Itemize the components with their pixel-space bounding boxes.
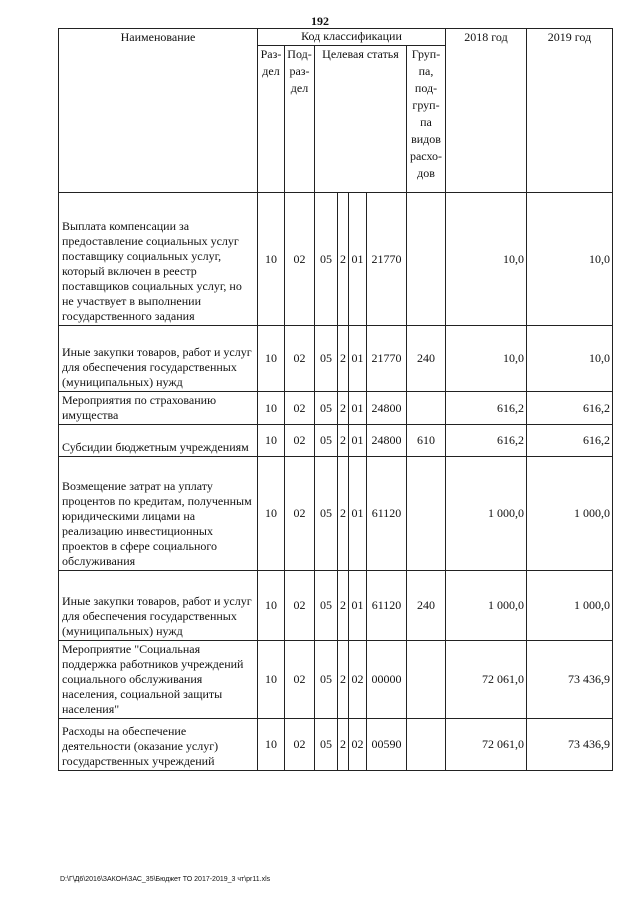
row-target-main-event: 01 <box>349 326 367 392</box>
row-target-subprogram: 2 <box>338 457 349 571</box>
row-subsection: 02 <box>285 193 315 326</box>
row-target-direction: 24800 <box>367 425 407 457</box>
row-target-program: 05 <box>315 457 338 571</box>
row-target-main-event: 01 <box>349 425 367 457</box>
row-expense-group: 240 <box>407 571 446 641</box>
row-target-main-event: 02 <box>349 719 367 771</box>
row-amount-2018: 616,2 <box>446 392 527 425</box>
row-name: Возмещение затрат на уплату процентов по кредитам, полученным юридическими лицами на реализацию инвестиционных проектов в сфере социального обслуживания <box>59 457 258 571</box>
row-expense-group: 610 <box>407 425 446 457</box>
row-expense-group <box>407 193 446 326</box>
table-row <box>59 326 613 392</box>
row-subsection: 02 <box>285 719 315 771</box>
row-expense-group <box>407 719 446 771</box>
row-target-main-event: 01 <box>349 571 367 641</box>
row-name: Мероприятия по страхованию имущества <box>59 392 258 425</box>
header-expense-group: Груп- па, под- груп- па видов расхо- дов <box>407 46 446 193</box>
table-row <box>59 457 613 571</box>
table-row <box>59 571 613 641</box>
row-amount-2019: 1 000,0 <box>527 571 613 641</box>
row-subsection: 02 <box>285 641 315 719</box>
row-expense-group <box>407 392 446 425</box>
row-name: Расходы на обеспечение деятельности (оказание услуг) государственных учреждений <box>59 719 258 771</box>
row-target-main-event: 02 <box>349 641 367 719</box>
row-target-program: 05 <box>315 719 338 771</box>
row-section: 10 <box>258 193 285 326</box>
table-row <box>59 392 613 425</box>
row-amount-2018: 1 000,0 <box>446 571 527 641</box>
row-target-direction: 00590 <box>367 719 407 771</box>
row-target-direction: 21770 <box>367 193 407 326</box>
header-2019: 2019 год <box>527 29 613 193</box>
table-header <box>59 29 613 193</box>
table-row <box>59 641 613 719</box>
row-expense-group: 240 <box>407 326 446 392</box>
row-section: 10 <box>258 571 285 641</box>
row-section: 10 <box>258 641 285 719</box>
row-target-program: 05 <box>315 571 338 641</box>
header-subsection: Под- раз- дел <box>285 46 315 193</box>
header-name: Наименование <box>59 29 258 193</box>
row-target-program: 05 <box>315 425 338 457</box>
row-expense-group <box>407 641 446 719</box>
row-target-program: 05 <box>315 641 338 719</box>
row-target-direction: 00000 <box>367 641 407 719</box>
row-subsection: 02 <box>285 457 315 571</box>
row-amount-2018: 10,0 <box>446 326 527 392</box>
row-section: 10 <box>258 457 285 571</box>
header-section: Раз- дел <box>258 46 285 193</box>
row-section: 10 <box>258 425 285 457</box>
row-amount-2019: 73 436,9 <box>527 719 613 771</box>
table-row <box>59 193 613 326</box>
row-amount-2018: 1 000,0 <box>446 457 527 571</box>
header-classification: Код классификации <box>258 29 446 46</box>
budget-table <box>58 28 613 771</box>
row-amount-2018: 72 061,0 <box>446 719 527 771</box>
row-target-main-event: 01 <box>349 457 367 571</box>
page-number: 192 <box>311 14 329 28</box>
row-target-main-event: 01 <box>349 193 367 326</box>
row-target-subprogram: 2 <box>338 326 349 392</box>
row-expense-group <box>407 457 446 571</box>
row-subsection: 02 <box>285 392 315 425</box>
row-amount-2019: 10,0 <box>527 193 613 326</box>
row-subsection: 02 <box>285 571 315 641</box>
row-target-program: 05 <box>315 326 338 392</box>
row-target-subprogram: 2 <box>338 193 349 326</box>
row-target-main-event: 01 <box>349 392 367 425</box>
row-name: Мероприятие "Социальная поддержка работников учреждений социального обслуживания населения, социальной защиты населения" <box>59 641 258 719</box>
row-amount-2018: 72 061,0 <box>446 641 527 719</box>
row-name: Выплата компенсации за предоставление социальных услуг поставщику социальных услуг, который включен в реестр поставщиков социальных услуг, но не участвует в выполнении государственного задания <box>59 193 258 326</box>
row-target-subprogram: 2 <box>338 719 349 771</box>
row-name: Иные закупки товаров, работ и услуг для обеспечения государственных (муниципальных) нужд <box>59 571 258 641</box>
row-target-direction: 61120 <box>367 457 407 571</box>
table-row <box>59 425 613 457</box>
row-target-direction: 61120 <box>367 571 407 641</box>
table-body <box>59 193 613 771</box>
row-target-direction: 24800 <box>367 392 407 425</box>
row-target-program: 05 <box>315 193 338 326</box>
row-name: Иные закупки товаров, работ и услуг для обеспечения государственных (муниципальных) нужд <box>59 326 258 392</box>
row-section: 10 <box>258 326 285 392</box>
row-target-subprogram: 2 <box>338 641 349 719</box>
row-target-direction: 21770 <box>367 326 407 392</box>
row-amount-2019: 616,2 <box>527 392 613 425</box>
row-amount-2018: 10,0 <box>446 193 527 326</box>
row-amount-2019: 1 000,0 <box>527 457 613 571</box>
row-target-subprogram: 2 <box>338 392 349 425</box>
file-path: D:\Г\Д6\2016\ЗАКОН\ЗАС_35\Бюджет ТО 2017-2019_3 чт\pr11.xls <box>60 876 271 883</box>
row-target-subprogram: 2 <box>338 571 349 641</box>
row-section: 10 <box>258 392 285 425</box>
row-amount-2018: 616,2 <box>446 425 527 457</box>
row-amount-2019: 10,0 <box>527 326 613 392</box>
row-target-program: 05 <box>315 392 338 425</box>
row-section: 10 <box>258 719 285 771</box>
row-amount-2019: 616,2 <box>527 425 613 457</box>
header-target-article: Целевая статья <box>315 46 407 193</box>
row-subsection: 02 <box>285 326 315 392</box>
row-amount-2019: 73 436,9 <box>527 641 613 719</box>
header-2018: 2018 год <box>446 29 527 193</box>
row-subsection: 02 <box>285 425 315 457</box>
row-name: Субсидии бюджетным учреждениям <box>59 425 258 457</box>
table-row <box>59 719 613 771</box>
row-target-subprogram: 2 <box>338 425 349 457</box>
